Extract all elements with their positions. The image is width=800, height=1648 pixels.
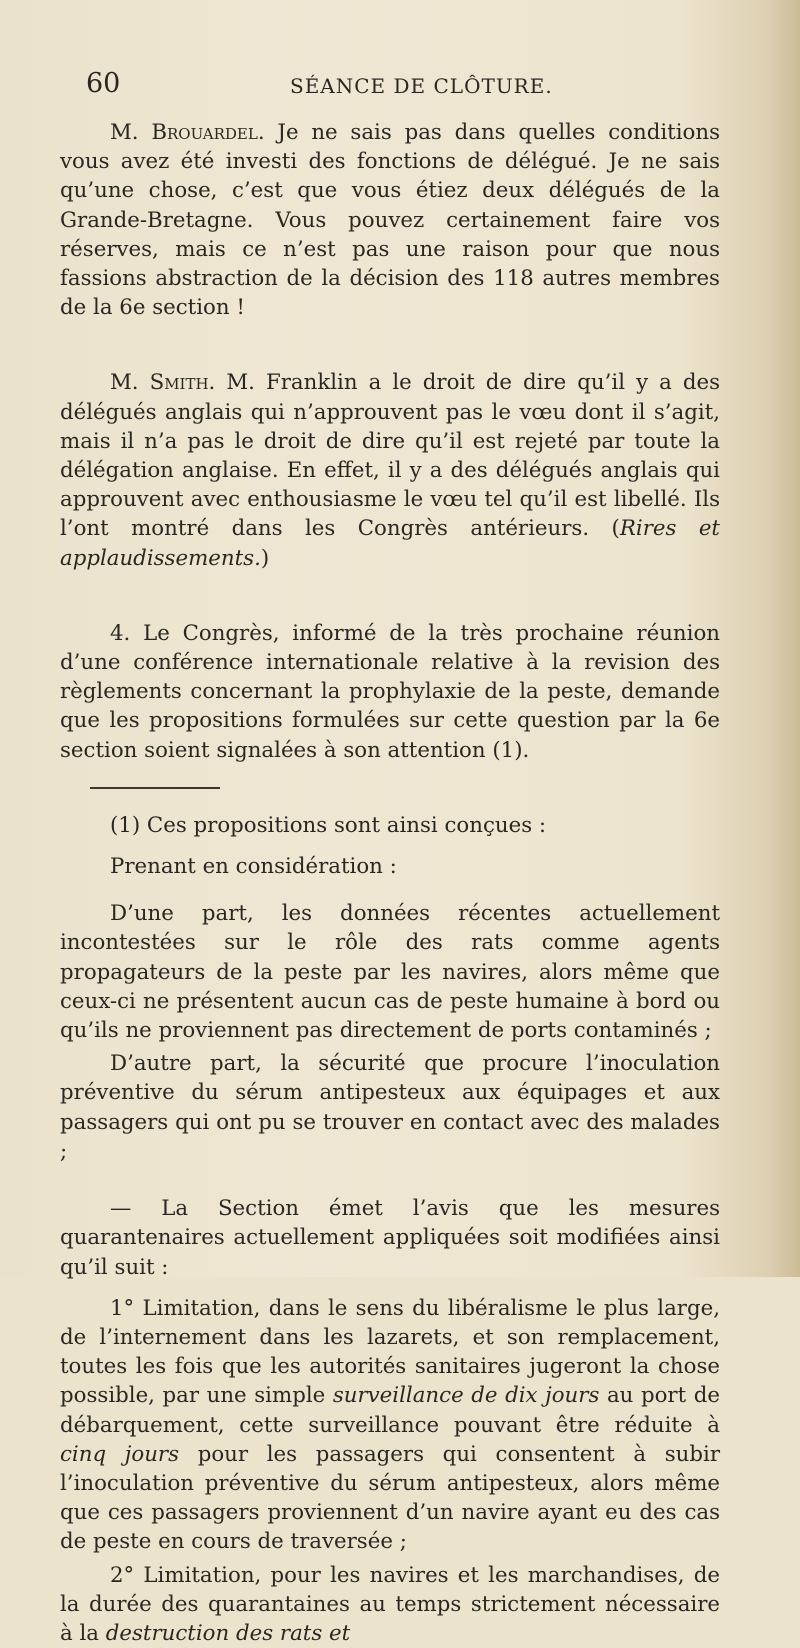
footnote-item-1: 1° Limitation, dans le sens du libéralisme le plus large, de l’internement dans les lazarets, et son remplacement, toutes les fois que les autorités sanitaires jugeront la chose possible, par une simple surveillance de dix jours au port de débarquement, cette surveillance pouvant être réduite à cinq jours pour les passagers qui consentent à subir l’inoculation préventive du sérum antipesteux, alors même que ces passagers proviennent d’un navire ayant eu des cas de peste en cours de traversée ;: [60, 1295, 721, 1555]
footnote-considerant-1: D’une part, les données récentes actuellement incontestées sur le rôle des rats comme agents propagateurs de la peste par les navires, alors même que ceux-ci ne présentent aucun cas de peste humaine à bord ou qu’ils ne proviennent pas directement de ports contaminés ;: [60, 901, 720, 1044]
emphasis: cinq jours: [60, 1441, 180, 1467]
emphasis: surveillance de dix jours: [332, 1383, 600, 1409]
paragraph-text-end: ): [260, 545, 270, 571]
paragraph-resolution-4: 4. Le Congrès, informé de la très prochaine réunion d’une conférence internationale relative à la revision des règlements concernant la prophylaxie de la peste, demande que les propositions formulées sur cette question par la 6e section soient signalées à son attention (1).: [60, 620, 720, 763]
footnote-preamble: Prenant en considération :: [110, 854, 397, 880]
page-body: [60, 118, 720, 1648]
paragraph-text: Je ne sais pas dans quelles conditions vous avez été investi des fonctions de délégué. Je ne sais qu’une chose, c’est que vous étiez deux délégués de la Grande-Bretagne. Vous pouvez certainement faire vos réserves, mais ce n’est pas une raison pour que nous fassions abstraction de la décision des 118 autres membres de la 6e section !: [60, 120, 720, 321]
paragraph-smith: [60, 368, 720, 572]
speaker-name: M. Brouardel.: [110, 120, 265, 145]
footnote-considerant-2: D’autre part, la sécurité que procure l’inoculation préventive du sérum antipesteux aux équipages et aux passagers qui ont pu se trouver en contact avec des malades ;: [60, 1051, 720, 1164]
running-head: SÉANCE DE CLÔTURE.: [290, 74, 553, 98]
paragraph-brouardel: [60, 118, 720, 322]
page-header: [0, 68, 800, 102]
emphasis: destruction des rats et: [105, 1620, 351, 1646]
paragraph-text: M. Franklin a le droit de dire qu’il y a des délégués anglais qui n’approuvent pas le vœu dont il s’agit, mais il n’a pas le droit de dire qu’il est rejeté par toute la délégation anglaise. En effet, il y a des délégués anglais qui approuvent avec enthousiasme le vœu tel qu’il est libellé. Ils l’ont montré dans les Congrès antérieurs. (: [60, 370, 721, 542]
page-number: 60: [86, 68, 121, 99]
stage-direction: Rires et applaudissements.: [60, 516, 720, 571]
footnote-item-2: 2° Limitation, pour les navires et les marchandises, de la durée des quarantaines au temps strictement nécessaire à la destruction des rats et: [60, 1562, 720, 1646]
footnote-rule: [90, 787, 220, 789]
footnote-intro: (1) Ces propositions sont ainsi conçues :: [110, 812, 547, 838]
footnote-resolution: — La Section émet l’avis que les mesures quarantenaires actuellement appliquées soit modifiées ainsi qu’il suit :: [60, 1196, 720, 1280]
speaker-name: M. Smith.: [110, 370, 216, 396]
